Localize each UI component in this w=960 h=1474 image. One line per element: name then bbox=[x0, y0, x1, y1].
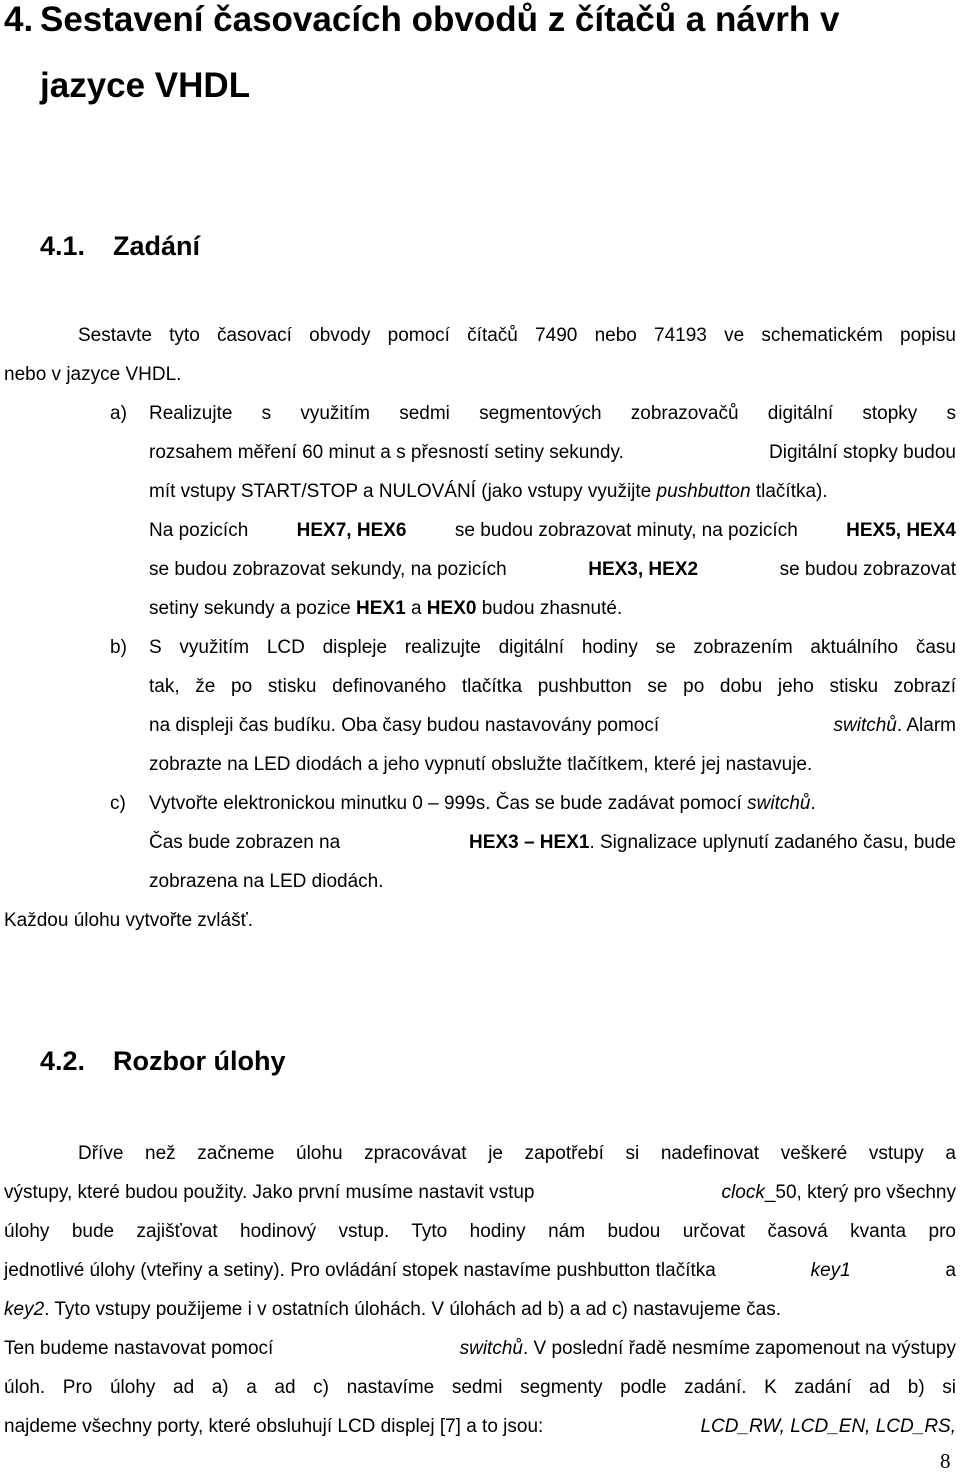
item-c-line-2-text: Čas bude zobrazen na bbox=[149, 832, 341, 853]
item-a-line-6-w3: budou zhasnuté. bbox=[481, 598, 623, 619]
item-a-line-5-bold: HEX3, HEX2 bbox=[588, 559, 699, 580]
para-line-4-text: jednotlivé úlohy (vteřiny a setiny). Pro ovládání stopek nastavíme pushbutton tlačítka bbox=[4, 1260, 716, 1281]
item-c-line-2-end: . Signalizace uplynutí zadaného času, bude bbox=[589, 832, 956, 853]
item-c-line-2 bbox=[149, 830, 956, 856]
item-a-line-5 bbox=[149, 557, 956, 583]
para-line-8 bbox=[4, 1414, 956, 1440]
item-a-line-2-part2: Digitální stopky budou bbox=[769, 442, 956, 463]
item-b-line-2: tak, že po stisku definovaného tlačítka pushbutton se po dobu jeho stisku zobrazí bbox=[149, 676, 956, 697]
item-a-line-1: Realizujte s využitím sedmi segmentových zobrazovačů digitální stopky s bbox=[149, 403, 956, 424]
para-line-2 bbox=[4, 1180, 956, 1206]
item-b-line-1: S využitím LCD displeje realizujte digitální hodiny se zobrazením aktuálního času bbox=[149, 637, 956, 658]
chapter-title-line2: jazyce VHDL bbox=[40, 66, 251, 105]
item-a-line-6-w1: setiny sekundy a pozice bbox=[149, 598, 351, 619]
item-a-line-6 bbox=[149, 596, 622, 622]
item-a-line-4-bold1: HEX7, HEX6 bbox=[296, 520, 407, 541]
para-line-4 bbox=[4, 1258, 956, 1284]
item-c-line-1-text: Vytvořte elektronickou minutku 0 – 999s. Čas se bude zadávat pomocí bbox=[149, 793, 742, 814]
closing-note: Každou úlohu vytvořte zvlášť. bbox=[4, 910, 253, 931]
item-c-line-1 bbox=[149, 791, 816, 817]
list-marker-a: a) bbox=[110, 403, 127, 424]
para-line-5-italic: key2 bbox=[4, 1299, 45, 1320]
para-line-4-end: a bbox=[945, 1260, 956, 1281]
item-a-line-5-w1: se budou zobrazovat sekundy, na pozicích bbox=[149, 559, 507, 580]
section-4-1-number: 4.1. bbox=[40, 231, 86, 261]
item-b-line-3-end: . Alarm bbox=[896, 715, 956, 736]
item-a-line-4-w2: se budou zobrazovat minuty, na pozicích bbox=[454, 520, 798, 541]
para-line-2-end: _50, který pro všechny bbox=[764, 1182, 956, 1203]
item-a-line-2 bbox=[149, 440, 956, 466]
para-line-8-text: najdeme všechny porty, které obsluhují LCD displej [7] a to jsou: bbox=[4, 1416, 544, 1437]
para-line-8-italic: LCD_RW, LCD_EN, LCD_RS, bbox=[700, 1416, 956, 1437]
chapter-title-line1: Sestavení časovacích obvodů z čítačů a návrh v bbox=[40, 0, 840, 39]
para-line-2-tail bbox=[722, 1180, 956, 1206]
para-line-6-tail bbox=[460, 1336, 956, 1362]
item-b-line-3-italic: switchů bbox=[833, 715, 897, 736]
item-a-line-5-w2: se budou zobrazovat bbox=[779, 559, 956, 580]
para-line-4-italic: key1 bbox=[810, 1260, 851, 1281]
para-line-6-italic: switchů bbox=[459, 1338, 523, 1359]
item-a-line-6-bold2: HEX0 bbox=[426, 598, 477, 619]
item-b-line-4: zobrazte na LED diodách a jeho vypnutí obslužte tlačítkem, které jej nastavuje. bbox=[149, 754, 813, 775]
list-marker-c: c) bbox=[110, 793, 126, 814]
item-b-line-3-tail bbox=[834, 713, 956, 739]
item-c-line-1-italic: switchů bbox=[747, 793, 811, 814]
item-a-line-3 bbox=[149, 479, 828, 505]
item-c-line-3: zobrazena na LED diodách. bbox=[149, 871, 384, 892]
list-marker-b: b) bbox=[110, 637, 127, 658]
section-4-1-title: Zadání bbox=[113, 231, 201, 261]
item-a-line-4-bold2: HEX5, HEX4 bbox=[846, 520, 956, 541]
para-line-1: Dříve než začneme úlohu zpracovávat je zapotřebí si nadefinovat veškeré vstupy a bbox=[78, 1143, 956, 1164]
item-c-line-2-tail bbox=[469, 830, 956, 856]
para-line-7: úloh. Pro úlohy ad a) a ad c) nastavíme sedmi segmenty podle zadání. K zadání ad b) si bbox=[4, 1377, 956, 1398]
para-line-2-text: výstupy, které budou použity. Jako první musíme nastavit vstup bbox=[4, 1182, 535, 1203]
para-line-6 bbox=[4, 1336, 956, 1362]
page-number: 8 bbox=[940, 1449, 951, 1473]
para-line-2-italic: clock bbox=[721, 1182, 765, 1203]
item-a-line-4 bbox=[149, 518, 956, 544]
item-a-line-3-text: mít vstupy START/STOP a NULOVÁNÍ (jako vstupy využijte bbox=[149, 481, 652, 502]
item-a-line-6-w2: a bbox=[410, 598, 422, 619]
section-4-2-number: 4.2. bbox=[40, 1046, 86, 1076]
item-a-line-3-end: tlačítka). bbox=[755, 481, 828, 502]
chapter-number: 4. bbox=[4, 0, 34, 39]
intro-line-2: nebo v jazyce VHDL. bbox=[4, 364, 182, 385]
item-c-line-1-end: . bbox=[810, 793, 816, 814]
item-b-line-3-text: na displeji čas budíku. Oba časy budou nastavovány pomocí bbox=[149, 715, 660, 736]
item-a-line-2-part1: rozsahem měření 60 minut a s přesností setiny sekundy. bbox=[149, 442, 624, 463]
section-4-2-title: Rozbor úlohy bbox=[113, 1046, 286, 1076]
item-c-line-2-bold: HEX3 – HEX1 bbox=[469, 832, 590, 853]
para-line-6-end: . V poslední řadě nesmíme zapomenout na výstupy bbox=[522, 1338, 956, 1359]
para-line-5-text: . Tyto vstupy použijeme i v ostatních úlohách. V úlohách ad b) a ad c) nastavujeme čas. bbox=[44, 1299, 781, 1320]
para-line-5 bbox=[4, 1297, 956, 1323]
item-a-line-4-w1: Na pozicích bbox=[149, 520, 249, 541]
intro-line-1: Sestavte tyto časovací obvody pomocí čítačů 7490 nebo 74193 ve schematickém popisu bbox=[78, 325, 956, 346]
item-a-line-6-bold1: HEX1 bbox=[356, 598, 406, 619]
para-line-6-text: Ten budeme nastavovat pomocí bbox=[4, 1338, 274, 1359]
item-b-line-3 bbox=[149, 713, 956, 739]
para-line-3: úlohy bude zajišťovat hodinový vstup. Tyto hodiny nám budou určovat časová kvanta pro bbox=[4, 1221, 956, 1242]
item-a-line-3-italic: pushbutton bbox=[656, 481, 751, 502]
